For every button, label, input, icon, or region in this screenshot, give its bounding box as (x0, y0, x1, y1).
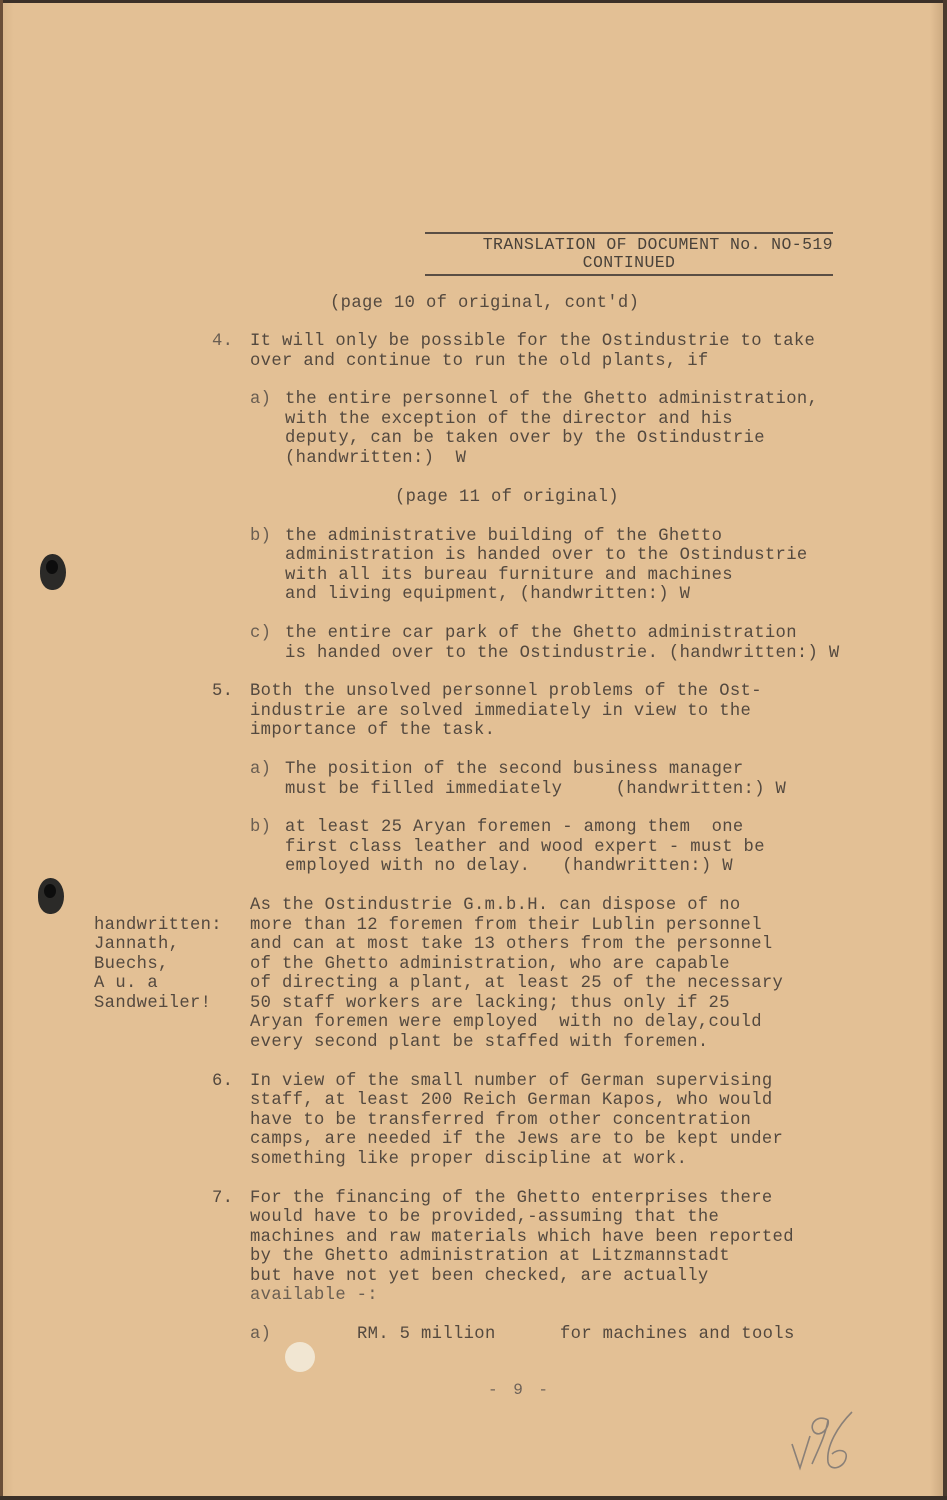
item5-paragraph-line: of the Ghetto administration, who are capable (250, 955, 730, 974)
item5-paragraph-line: and can at most take 13 others from the personnel (250, 935, 773, 954)
item7-line: machines and raw materials which have been reported (250, 1228, 794, 1247)
item6-line: something like proper discipline at work. (250, 1150, 688, 1169)
item5b-line: at least 25 Aryan foremen - among them one (285, 818, 744, 837)
item5-paragraph-line: 50 staff workers are lacking; thus only if 25 (250, 994, 730, 1013)
margin-note-line: handwritten: (94, 916, 222, 935)
scan-edge-right (943, 0, 947, 1500)
item4-line: It will only be possible for the Ostindustrie to take (250, 332, 816, 351)
document-title: TRANSLATION OF DOCUMENT No. NO-519 (482, 235, 833, 254)
document-header (425, 232, 833, 276)
subitem-label: b) (250, 818, 272, 837)
margin-note-line: A u. a (94, 974, 158, 993)
item4b-line: the administrative building of the Ghetto (285, 527, 723, 546)
item4b-line: with all its bureau furniture and machines (285, 566, 733, 585)
punch-hole-icon (38, 878, 64, 914)
item-number: 7. (212, 1189, 234, 1208)
item5b-line: employed with no delay. (handwritten:) W (285, 857, 733, 876)
subitem-label: b) (250, 527, 272, 546)
item4b-line: administration is handed over to the Ostindustrie (285, 546, 808, 565)
item5-paragraph-line: of directing a plant, at least 25 of the necessary (250, 974, 784, 993)
scan-edge-top (0, 0, 947, 3)
item-number: 4. (212, 332, 234, 351)
subitem-label: c) (250, 624, 272, 643)
page-marker: (page 11 of original) (395, 488, 619, 507)
item6-line: staff, at least 200 Reich German Kapos, who would (250, 1091, 773, 1110)
subitem-label: a) (250, 390, 272, 409)
margin-note-line: Buechs, (94, 955, 169, 974)
item4-line: over and continue to run the old plants, if (250, 352, 709, 371)
subitem-label: a) (250, 1325, 272, 1344)
amount: RM. 5 million (357, 1325, 496, 1344)
item5a-line: The position of the second business manager (285, 760, 744, 779)
item7-line: would have to be provided,-assuming that the (250, 1208, 720, 1227)
page-marker: (page 10 of original, cont'd) (330, 294, 640, 313)
amount-purpose: for machines and tools (560, 1325, 795, 1344)
item4c-line: the entire car park of the Ghetto administration (285, 624, 797, 643)
page-number: - 9 - (488, 1381, 552, 1399)
item7-line: but have not yet been checked, are actually (250, 1267, 709, 1286)
punch-hole-icon (40, 554, 66, 590)
item4a-line: with the exception of the director and his (285, 410, 733, 429)
paper-spot (285, 1342, 315, 1372)
item6-line: camps, are needed if the Jews are to be kept under (250, 1130, 784, 1149)
subitem-label: a) (250, 760, 272, 779)
handwritten-mark-icon (788, 1406, 858, 1476)
item6-line: have to be transferred from other concentration (250, 1111, 752, 1130)
item5-line: industrie are solved immediately in view to the (250, 702, 752, 721)
item5-paragraph-line: every second plant be staffed with foremen. (250, 1033, 709, 1052)
item4c-line: is handed over to the Ostindustrie. (handwritten:) W (285, 644, 840, 663)
margin-note-line: Jannath, (94, 935, 180, 954)
item7-line: For the financing of the Ghetto enterprises there (250, 1189, 773, 1208)
item-number: 5. (212, 682, 234, 701)
item5-paragraph-line: Aryan foremen were employed with no delay,could (250, 1013, 762, 1032)
item5b-line: first class leather and wood expert - must be (285, 838, 765, 857)
item5-line: importance of the task. (250, 721, 496, 740)
item-number: 6. (212, 1072, 234, 1091)
item5-paragraph-line: more than 12 foremen from their Lublin personnel (250, 916, 762, 935)
item6-line: In view of the small number of German supervising (250, 1072, 773, 1091)
scan-edge-bottom (0, 1496, 947, 1500)
document-subtitle: CONTINUED (582, 253, 676, 272)
item5-paragraph-line: As the Ostindustrie G.m.b.H. can dispose of no (250, 896, 741, 915)
item7-line: by the Ghetto administration at Litzmannstadt (250, 1247, 730, 1266)
item4a-line: the entire personnel of the Ghetto administration, (285, 390, 819, 409)
item5-line: Both the unsolved personnel problems of the Ost- (250, 682, 762, 701)
margin-note-line: Sandweiler! (94, 994, 212, 1013)
item4a-line: deputy, can be taken over by the Ostindustrie (285, 429, 765, 448)
item7-line: available -: (250, 1286, 378, 1305)
item4a-line: (handwritten:) W (285, 449, 467, 468)
item5a-line: must be filled immediately (handwritten:) W (285, 780, 787, 799)
scan-edge-left (0, 0, 3, 1500)
item4b-line: and living equipment, (handwritten:) W (285, 585, 691, 604)
header-rule-bottom (425, 274, 833, 276)
